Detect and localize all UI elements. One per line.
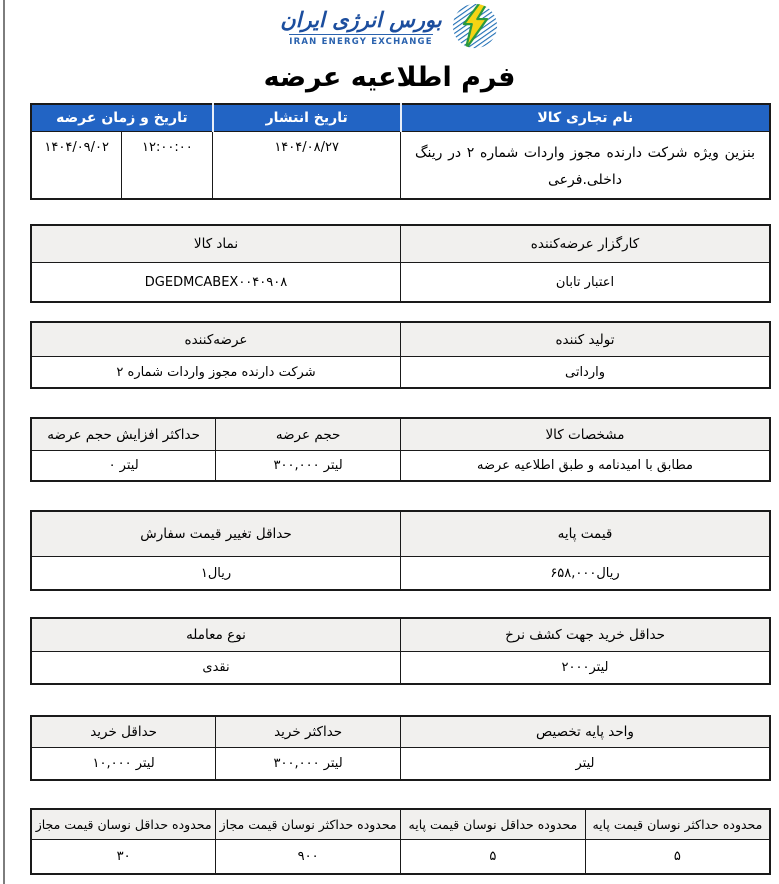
allocation-unit-header: واحد پایه تخصیص	[401, 716, 771, 748]
base-price-header: قیمت پایه	[401, 511, 771, 557]
volume-value: لیتر ۳۰۰,۰۰۰	[216, 451, 401, 482]
symbol-value: DGEDMCABEX۰۰۴۰۹۰۸	[31, 263, 401, 303]
table-row	[31, 652, 770, 685]
max-allowed-fluctuation-value: ۹۰۰	[216, 840, 401, 875]
discovery-dealtype-table	[30, 617, 771, 685]
volume-header: حجم عرضه	[216, 418, 401, 451]
supplier-header: عرضه‌کننده	[31, 322, 401, 357]
table-row	[31, 132, 770, 200]
specs-volume-table	[30, 417, 771, 482]
table-row	[31, 557, 770, 591]
tick-value: ریال۱	[31, 557, 401, 591]
min-discovery-value: لیتر۲۰۰۰	[401, 652, 771, 685]
logo-english-title: IRAN ENERGY EXCHANGE	[289, 34, 432, 47]
trade-name-value: بنزین ویژه شرکت دارنده مجوز واردات شماره ۲ در رینگ داخلی.فرعی	[401, 132, 771, 200]
trade-name-header: نام تجاری کالا	[401, 104, 771, 132]
purchase-limits-table	[30, 715, 771, 781]
max-increase-value: لیتر ۰	[31, 451, 216, 482]
deal-type-header: نوع معامله	[31, 618, 401, 652]
max-allowed-fluctuation-header: محدوده حداکثر نوسان قیمت مجاز	[216, 809, 401, 840]
logo-persian-title: بورس انرژی ایران	[280, 7, 442, 32]
trade-info-table	[30, 103, 771, 200]
table-row	[31, 840, 770, 875]
broker-symbol-table	[30, 224, 771, 303]
broker-value: اعتبار تابان	[401, 263, 771, 303]
supply-time-value: ۱۲:۰۰:۰۰	[122, 132, 213, 200]
publish-date-value: ۱۴۰۴/۰۸/۲۷	[213, 132, 401, 200]
producer-supplier-table	[30, 321, 771, 389]
page-title: فرم اطلاعیه عرضه	[263, 62, 516, 93]
symbol-header: نماد کالا	[31, 225, 401, 263]
min-allowed-fluctuation-value: ۳۰	[31, 840, 216, 875]
page-edge-line	[3, 0, 5, 884]
fluctuation-range-table	[30, 808, 771, 875]
deal-type-value: نقدی	[31, 652, 401, 685]
tick-header: حداقل تغییر قیمت سفارش	[31, 511, 401, 557]
min-purchase-header: حداقل خرید	[31, 716, 216, 748]
base-price-value: ریال۶۵۸,۰۰۰	[401, 557, 771, 591]
producer-header: تولید کننده	[401, 322, 771, 357]
max-purchase-header: حداکثر خرید	[216, 716, 401, 748]
broker-header: کارگزار عرضه‌کننده	[401, 225, 771, 263]
max-base-fluctuation-header: محدوده حداکثر نوسان قیمت پایه	[585, 809, 770, 840]
supply-datetime-header: تاریخ و زمان عرضه	[31, 104, 213, 132]
max-purchase-value: لیتر ۳۰۰,۰۰۰	[216, 748, 401, 781]
supplier-value: شرکت دارنده مجوز واردات شماره ۲	[31, 357, 401, 389]
specs-value: مطابق با امیدنامه و طبق اطلاعیه عرضه	[401, 451, 771, 482]
table-row	[31, 748, 770, 781]
max-increase-header: حداکثر افزایش حجم عرضه	[31, 418, 216, 451]
min-purchase-value: لیتر ۱۰,۰۰۰	[31, 748, 216, 781]
publish-date-header: تاریخ انتشار	[213, 104, 401, 132]
base-price-table	[30, 510, 771, 591]
table-row	[31, 451, 770, 482]
min-base-fluctuation-header: محدوده حداقل نوسان قیمت پایه	[401, 809, 586, 840]
table-row	[31, 263, 770, 303]
exchange-logo	[0, 0, 779, 53]
min-allowed-fluctuation-header: محدوده حداقل نوسان قیمت مجاز	[31, 809, 216, 840]
producer-value: وارداتی	[401, 357, 771, 389]
table-row	[31, 357, 770, 389]
form-sheet	[30, 103, 771, 875]
allocation-unit-value: لیتر	[401, 748, 771, 781]
min-discovery-header: حداقل خرید جهت کشف نرخ	[401, 618, 771, 652]
logo-text-block	[280, 9, 441, 47]
min-base-fluctuation-value: ۵	[401, 840, 586, 875]
max-base-fluctuation-value: ۵	[585, 840, 770, 875]
lightning-globe-icon	[451, 2, 499, 54]
supply-date-value: ۱۴۰۴/۰۹/۰۲	[31, 132, 122, 200]
specs-header: مشخصات کالا	[401, 418, 771, 451]
